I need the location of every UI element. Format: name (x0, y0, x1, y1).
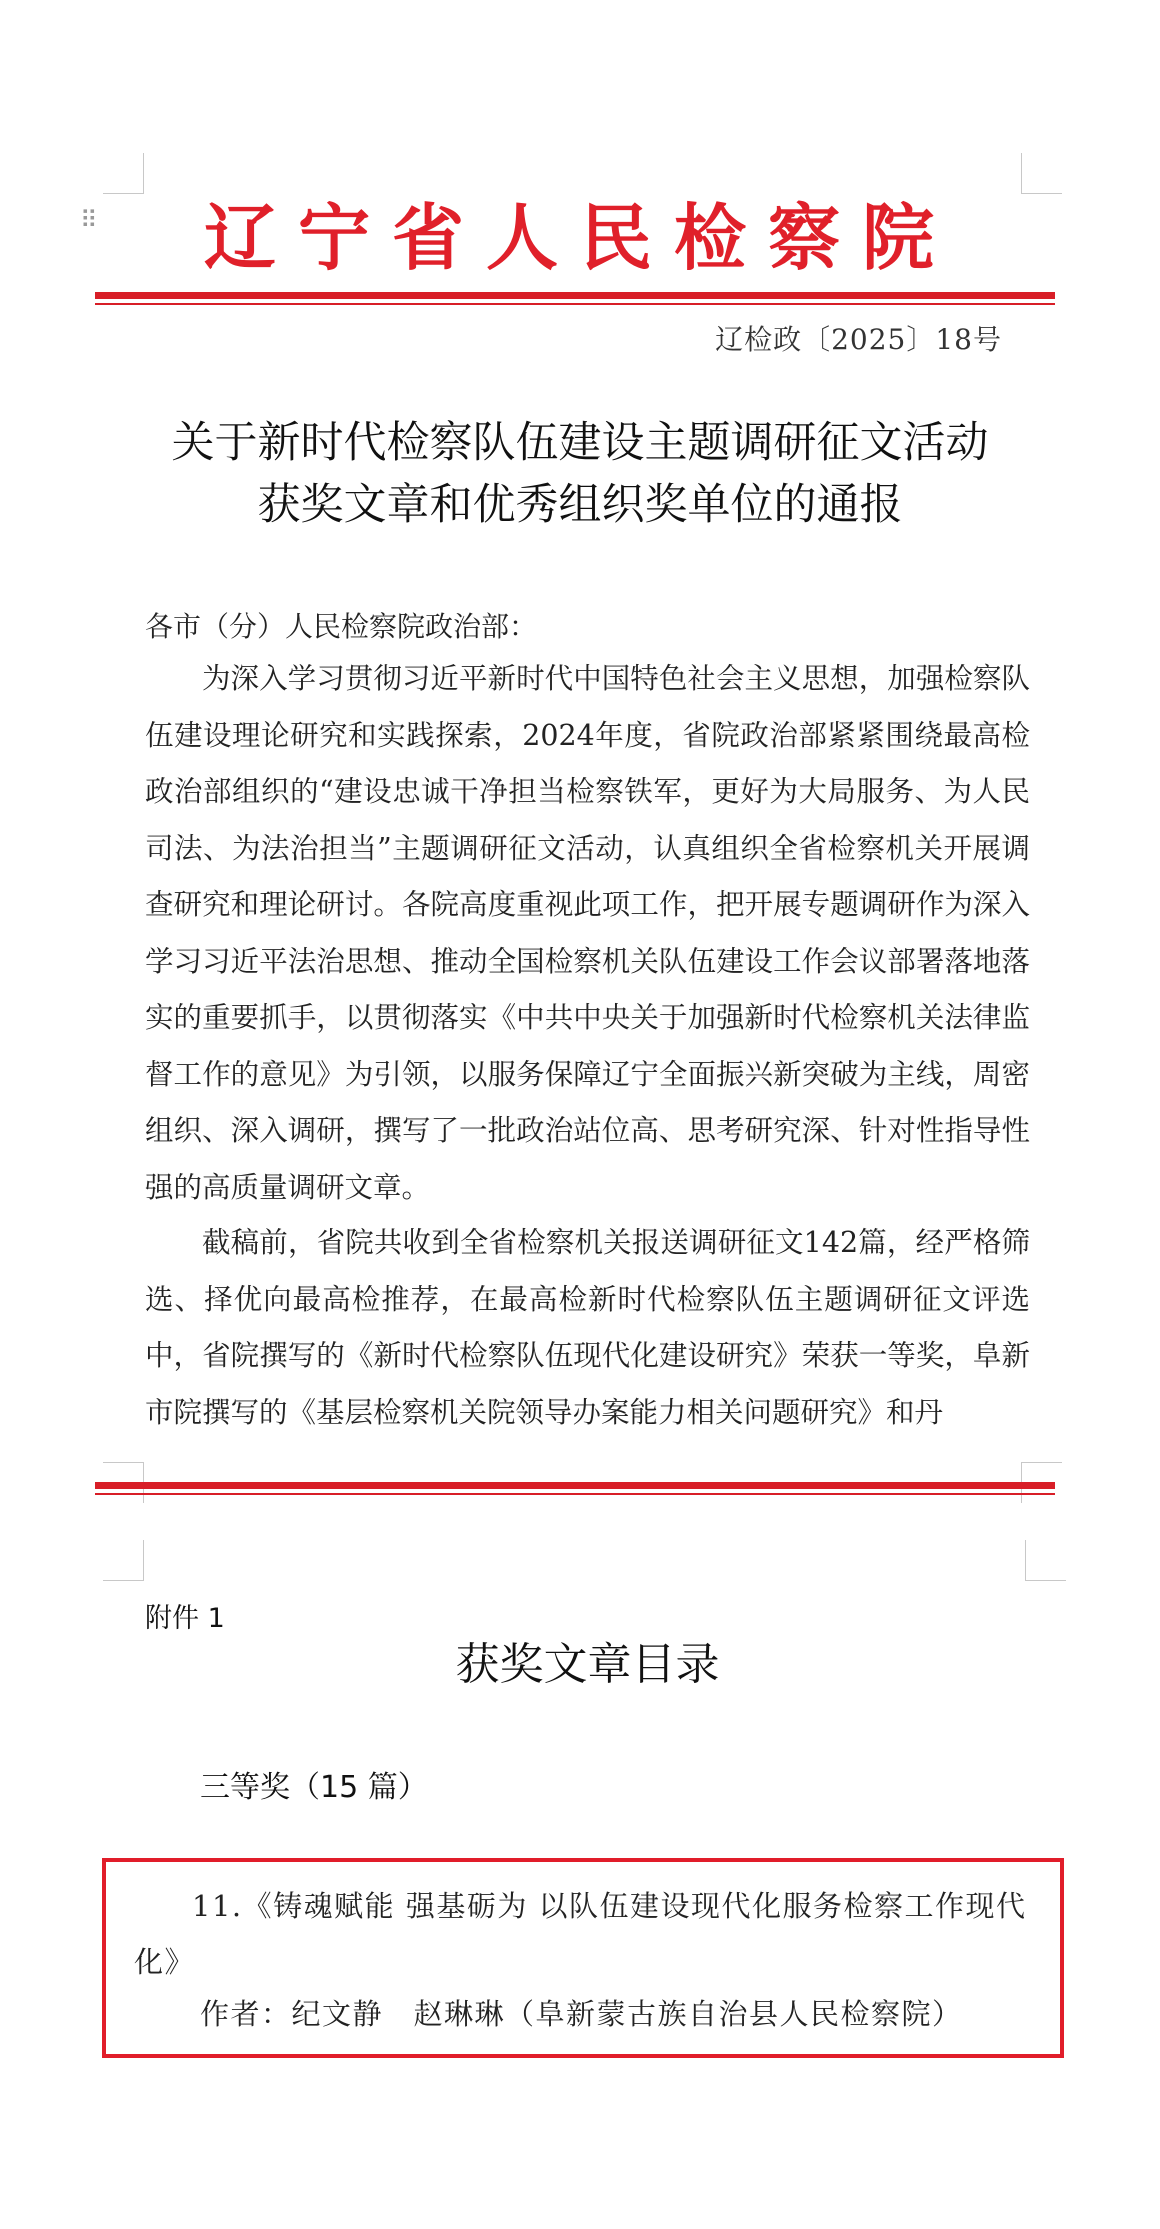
page-break-red-rule (95, 1482, 1055, 1495)
header-red-rule (95, 292, 1055, 305)
notice-title-line1: 关于新时代检察队伍建设主题调研征文活动 (171, 418, 989, 468)
crop-mark-top-right (1021, 153, 1062, 194)
award-list-title: 获奖文章目录 (455, 1639, 720, 1690)
notice-title-line2: 获奖文章和优秀组织奖单位的通报 (257, 480, 903, 530)
notice-title (95, 412, 1065, 536)
prize-level-heading: 三等奖（15 篇） (200, 1770, 428, 1805)
award-entry-author: 作者：纪文静 赵琳琳（阜新蒙古族自治县人民检察院） (200, 1997, 963, 2031)
crop-mark-top-left-page2 (103, 1540, 144, 1581)
crop-mark-top-left (103, 153, 144, 194)
org-header-title: 辽宁省人民检察院 (203, 195, 956, 280)
drag-handle-icon[interactable]: ⠿ (80, 206, 96, 234)
crop-mark-top-right-page2 (1025, 1540, 1066, 1581)
award-entry-title: 11.《铸魂赋能 强基砺为 以队伍建设现代化服务检察工作现代化》 (134, 1889, 1027, 1979)
document-number: 辽检政〔2025〕18号 (715, 323, 1002, 356)
addressee: 各市（分）人民检察院政治部： (145, 610, 538, 643)
attachment-label: 附件 1 (145, 1603, 225, 1634)
body-paragraph-2: 截稿前，省院共收到全省检察机关报送调研征文142篇，经严格筛选、择优向最高检推荐，在最高检新时代检察队伍主题调研征文评选中，省院撰写的《新时代检察队伍现代化建设研究》荣获一等奖，阜新市院撰写的《基层检察机关院领导办案能力相关问题研究》和丹 (145, 1226, 1030, 1429)
body-paragraph-1: 为深入学习贯彻习近平新时代中国特色社会主义思想，加强检察队伍建设理论研究和实践探索，2024年度，省院政治部紧紧围绕最高检政治部组织的“建设忠诚干净担当检察铁军，更好为大局服务、为人民司法、为法治担当”主题调研征文活动，认真组织全省检察机关开展调查研究和理论研讨。各院高度重视此项工作，把开展专题调研作为深入学习习近平法治思想、推动全国检察机关队伍建设工作会议部署落地落实的重要抓手，以贯彻落实《中共中央关于加强新时代检察机关法律监督工作的意见》为引领，以服务保障辽宁全面振兴新突破为主线，周密组织、深入调研，撰写了一批政治站位高、思考研究深、针对性指导性强的高质量调研文章。 (145, 662, 1030, 1204)
